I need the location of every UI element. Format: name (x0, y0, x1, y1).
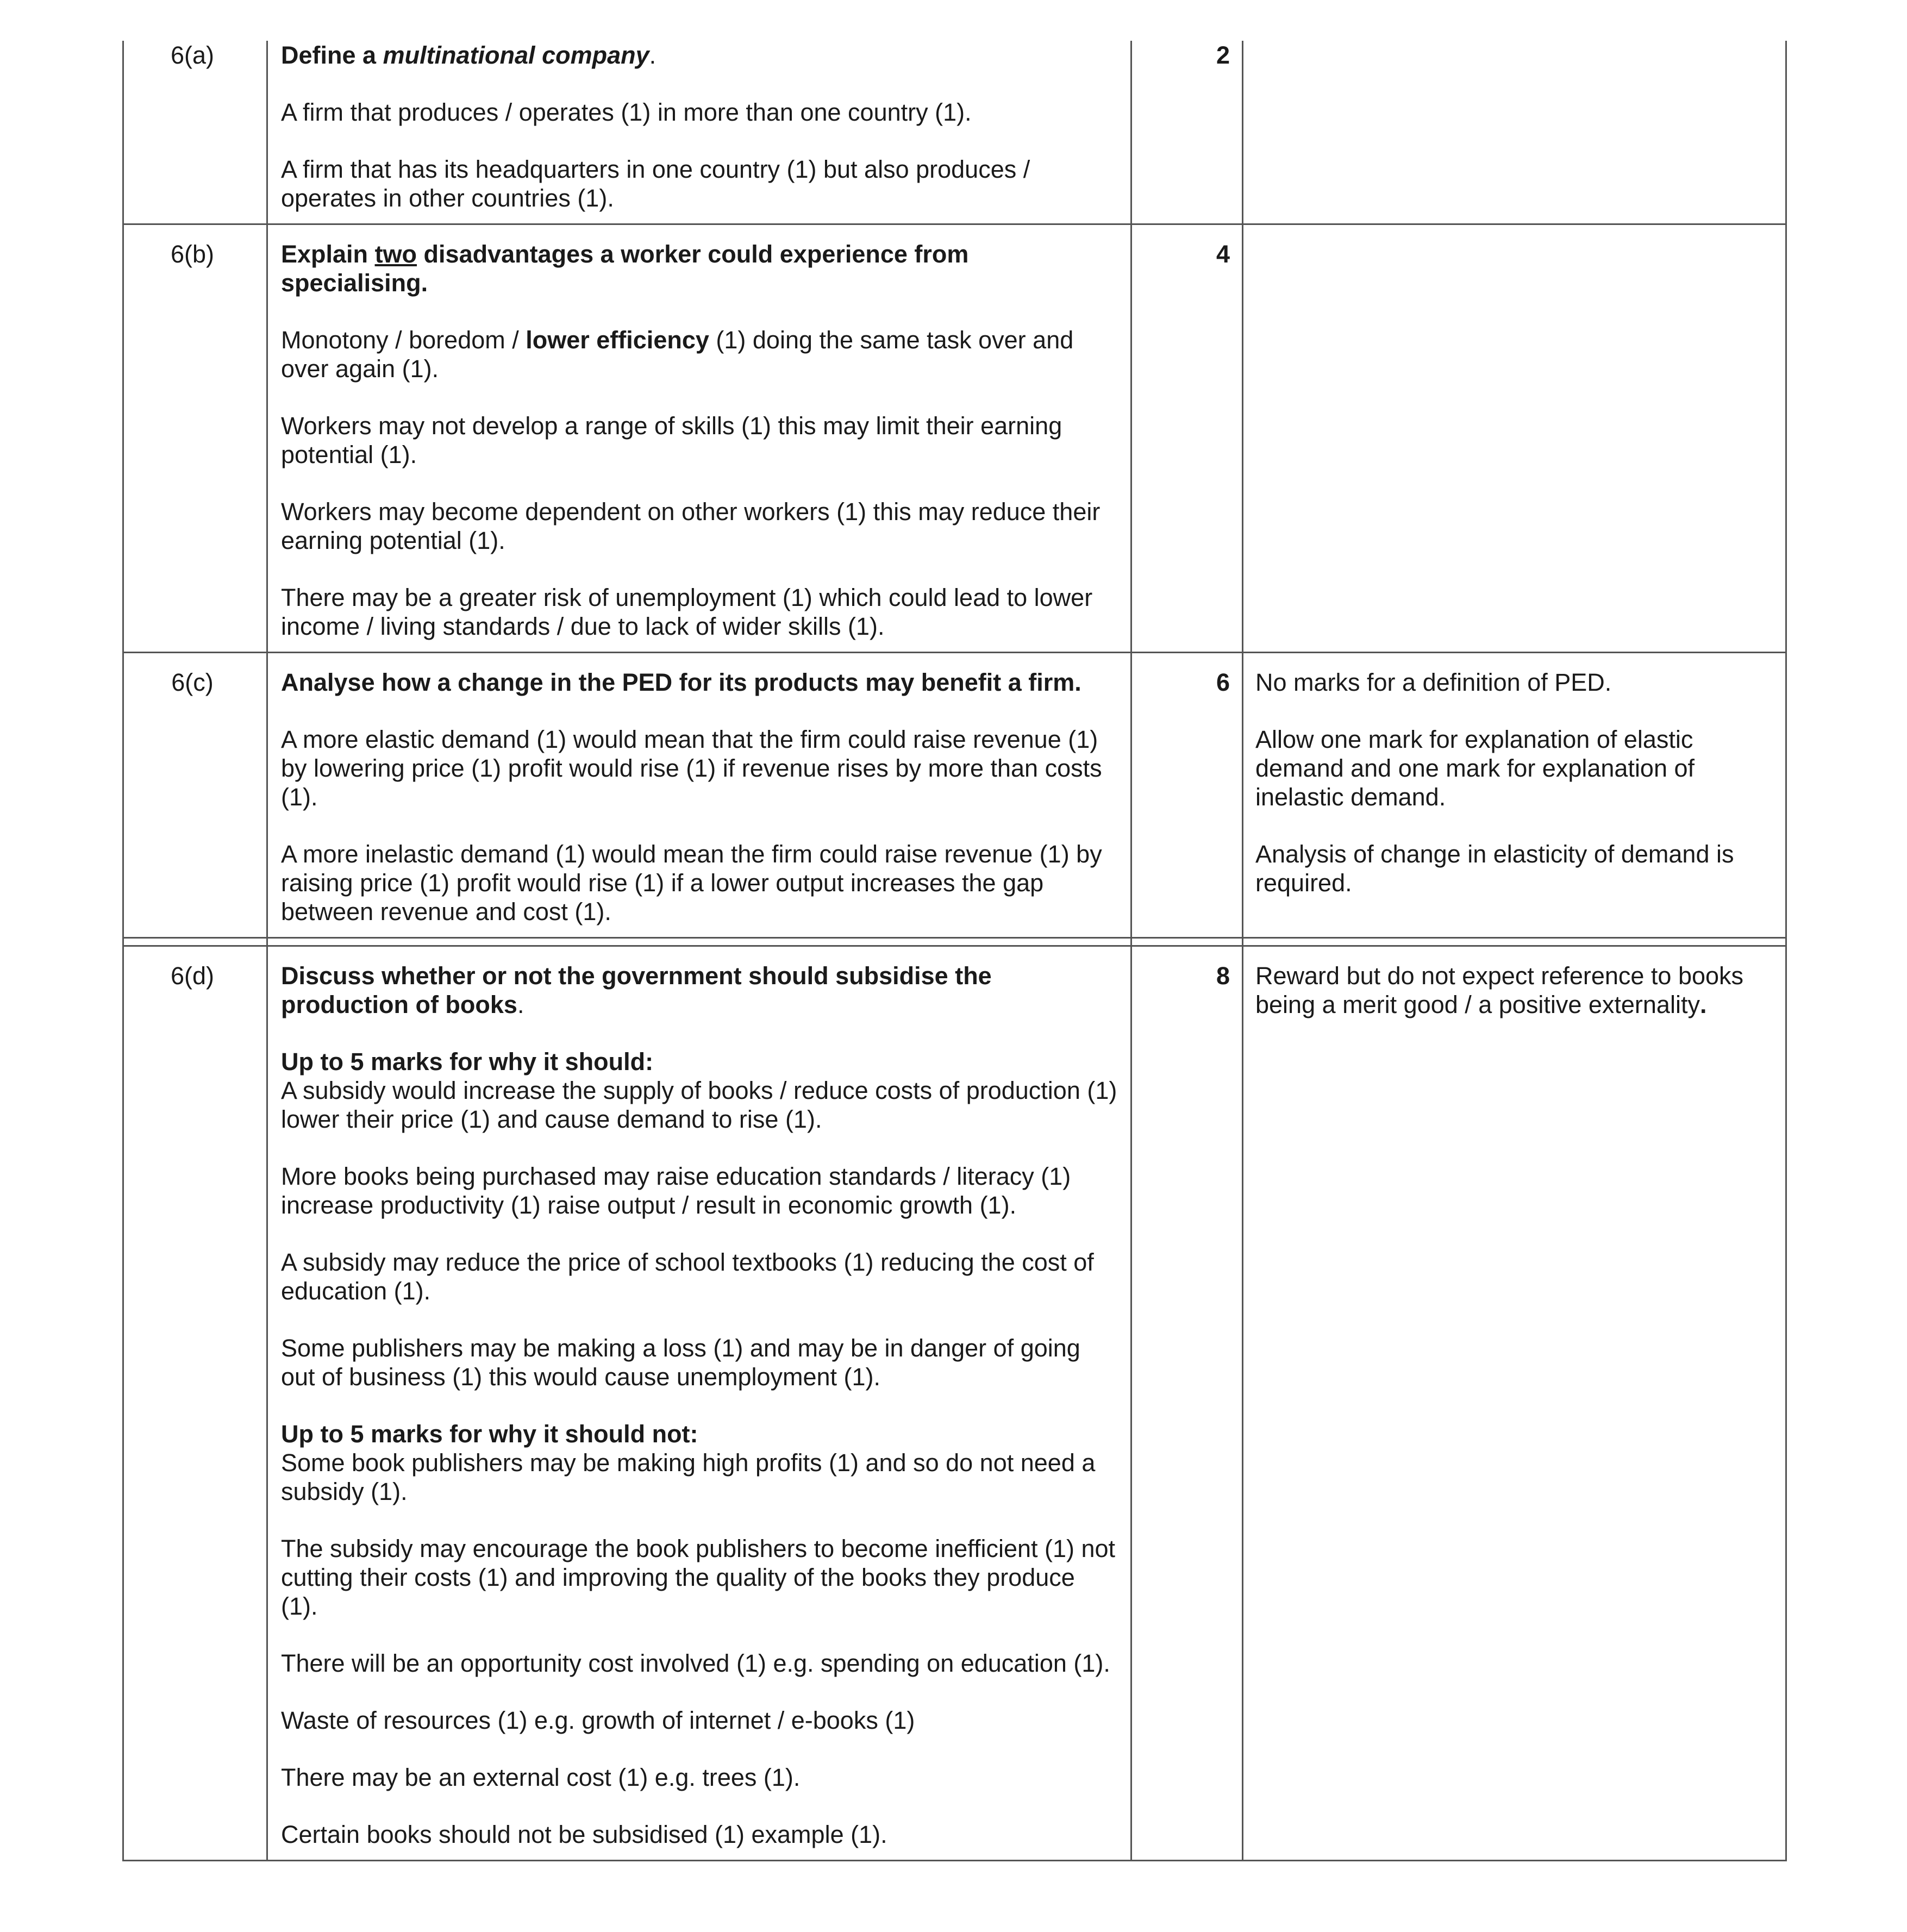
question-number: 6(c) (171, 668, 214, 696)
guidance-note: Allow one mark for explanation of elastic demand and one mark for explanation of inelastic demand. (1255, 726, 1695, 811)
guidance-note: Reward but do not expect reference to books being a merit good / a positive externality. (1255, 962, 1744, 1018)
question-row-6d (123, 946, 1786, 1861)
marks-value: 4 (1216, 240, 1230, 268)
answer-point: Some publishers may be making a loss (1) and may be in danger of going out of business (1) this would cause unemployment (1). (281, 1334, 1080, 1391)
section-heading-for: Up to 5 marks for why it should: (281, 1048, 654, 1076)
question-number: 6(d) (170, 962, 215, 990)
question-text: Explain two disadvantages a worker could experience from specialising. (281, 240, 969, 297)
marks-value: 8 (1216, 962, 1230, 990)
answer-point: Certain books should not be subsidised (1) example (1). (281, 1821, 887, 1848)
answer-cell (267, 224, 1131, 653)
answer-point: Waste of resources (1) e.g. growth of internet / e-books (1) (281, 1706, 915, 1734)
mark-scheme-table (122, 41, 1787, 1861)
question-text: Discuss whether or not the government should subsidise the production of books. (281, 962, 992, 1018)
question-number-cell (123, 224, 267, 653)
answer-point: A more elastic demand (1) would mean that the firm could raise revenue (1) by lowering price (1) profit would rise (1) if revenue rises by more than costs (1). (281, 726, 1102, 811)
guidance-note: No marks for a definition of PED. (1255, 668, 1612, 696)
answer-cell (267, 653, 1131, 938)
row-separator (123, 938, 1786, 946)
answer-point: A subsidy would increase the supply of books / reduce costs of production (1) lower their price (1) and cause demand to rise (1). (281, 1077, 1117, 1133)
guidance-note: Analysis of change in elasticity of demand is required. (1255, 840, 1734, 897)
answer-point: There will be an opportunity cost involved (1) e.g. spending on education (1). (281, 1649, 1110, 1677)
answer-point: Monotony / boredom / lower efficiency (1) doing the same task over and over again (1). (281, 326, 1074, 383)
answer-point: A firm that produces / operates (1) in more than one country (1). (281, 98, 972, 126)
question-number-cell (123, 653, 267, 938)
marks-value: 6 (1216, 668, 1230, 696)
answer-point: The subsidy may encourage the book publishers to become inefficient (1) not cutting their costs (1) and improving the quality of the books they produce (1). (281, 1535, 1116, 1620)
answer-point: There may be a greater risk of unemployment (1) which could lead to lower income / living standards / due to lack of wider skills (1). (281, 584, 1093, 640)
marks-value: 2 (1216, 41, 1230, 69)
guidance-cell (1243, 41, 1786, 224)
answer-cell (267, 946, 1131, 1861)
question-row-6c (123, 653, 1786, 938)
answer-point: More books being purchased may raise education standards / literacy (1) increase productivity (1) raise output / result in economic growth (1). (281, 1162, 1071, 1219)
question-number-cell (123, 41, 267, 224)
marks-cell (1131, 224, 1243, 653)
answer-point: Some book publishers may be making high profits (1) and so do not need a subsidy (1). (281, 1449, 1096, 1505)
answer-point: A subsidy may reduce the price of school textbooks (1) reducing the cost of education (1). (281, 1248, 1094, 1305)
question-text: Define a multinational company. (281, 41, 656, 69)
marks-cell (1131, 946, 1243, 1861)
guidance-cell (1243, 946, 1786, 1861)
section-heading-against: Up to 5 marks for why it should not: (281, 1420, 698, 1448)
marks-cell (1131, 41, 1243, 224)
question-number: 6(b) (170, 240, 215, 268)
mark-scheme-page (122, 41, 1785, 1861)
answer-point: Workers may not develop a range of skills (1) this may limit their earning potential (1). (281, 412, 1062, 468)
question-text: Analyse how a change in the PED for its products may benefit a firm. (281, 668, 1081, 696)
answer-point: A firm that has its headquarters in one country (1) but also produces / operates in other countries (1). (281, 155, 1030, 212)
answer-point: Workers may become dependent on other workers (1) this may reduce their earning potential (1). (281, 498, 1101, 554)
answer-point: There may be an external cost (1) e.g. trees (1). (281, 1764, 801, 1791)
guidance-cell (1243, 224, 1786, 653)
guidance-cell (1243, 653, 1786, 938)
question-row-6b (123, 224, 1786, 653)
question-row-6a (123, 41, 1786, 224)
marks-cell (1131, 653, 1243, 938)
answer-point: A more inelastic demand (1) would mean the firm could raise revenue (1) by raising price (1) profit would rise (1) if a lower output increases the gap between revenue and cost (1). (281, 840, 1102, 926)
question-number: 6(a) (170, 41, 215, 69)
question-number-cell (123, 946, 267, 1861)
answer-cell (267, 41, 1131, 224)
